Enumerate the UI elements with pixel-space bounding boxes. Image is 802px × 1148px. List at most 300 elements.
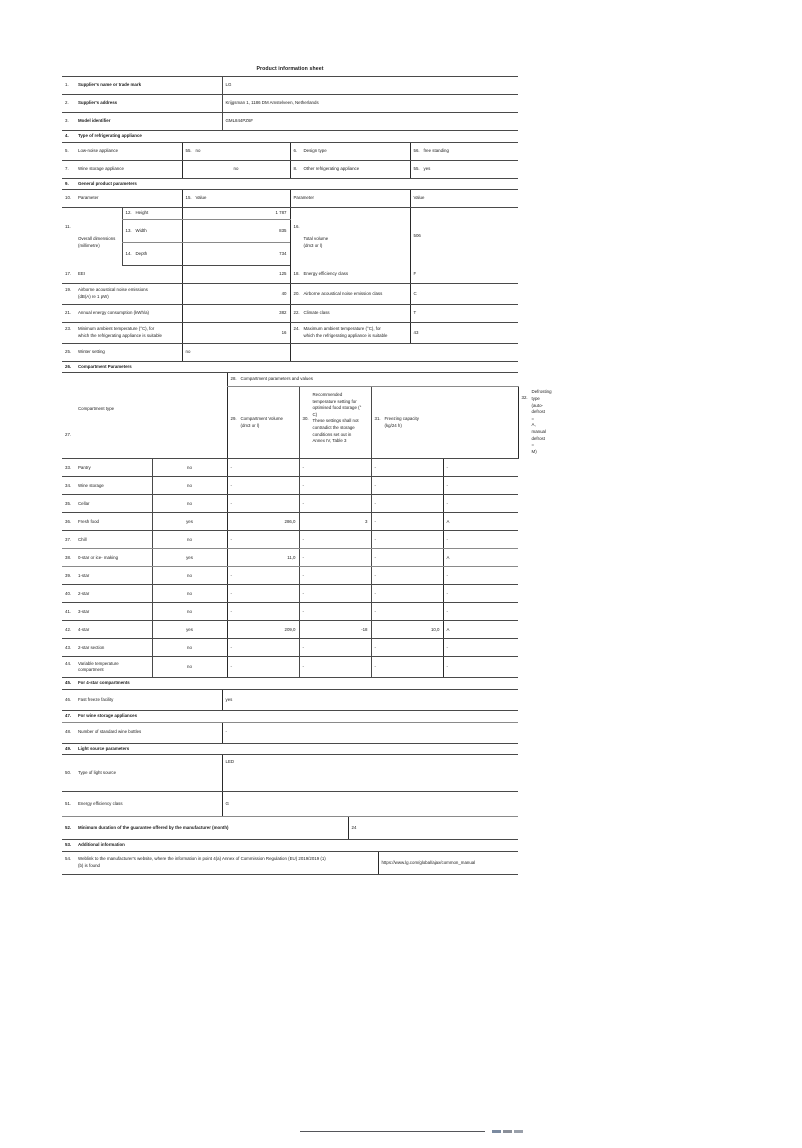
weblink-label	[62, 851, 378, 874]
section-heading-row	[62, 744, 518, 755]
climate-class-value: T	[410, 304, 518, 322]
table-header-row	[62, 373, 518, 387]
row-number: 24.	[293, 326, 300, 332]
compartment-row-freeze-5: -	[371, 549, 443, 567]
compartment-row-volume-5: 11,0	[227, 549, 299, 567]
chrome-fragment-1	[492, 1130, 501, 1133]
section-number: 53.	[65, 842, 72, 848]
compartment-row-present-8: no	[152, 603, 227, 621]
width-label	[122, 219, 182, 242]
value-number: 55.	[413, 165, 420, 171]
row-number: 16.	[293, 223, 300, 229]
row-number: 18.	[293, 270, 300, 276]
winter-setting-label	[62, 343, 182, 361]
row-label: Fast freeze facility	[78, 696, 114, 702]
row-number: 35.	[65, 500, 72, 506]
row-number: 21.	[65, 310, 72, 316]
section-heading-row	[62, 179, 518, 190]
table-row	[62, 495, 518, 513]
compartment-row-freeze-8: -	[371, 603, 443, 621]
general-product-parameters-section	[62, 179, 518, 362]
value-text: yes	[423, 165, 431, 171]
row-number: 7.	[65, 165, 69, 171]
table-row	[62, 755, 518, 792]
temp-header-line1: Recommended	[312, 391, 343, 397]
compartment-row-defrost-5: A	[443, 549, 518, 567]
temp-header-line7: conditions set out in	[312, 431, 352, 437]
compartment-row-defrost-9: A	[443, 621, 518, 639]
noise-emissions-line1: Airborne acoustical noise emissions	[78, 287, 148, 293]
table-row	[62, 851, 518, 874]
compartment-row-temp-4: -	[299, 531, 371, 549]
row-number: 3.	[65, 118, 69, 124]
section-number: 4.	[65, 133, 69, 138]
row-number: 28.	[230, 376, 237, 382]
row-label: Cellar	[78, 500, 90, 506]
compartment-row-temp-5: -	[299, 549, 371, 567]
compartment-row-temp-1: -	[299, 477, 371, 495]
compartment-row-temp-9: -18	[299, 621, 371, 639]
height-label	[122, 208, 182, 220]
temp-header-line3: optimised food storage (°	[312, 405, 362, 411]
compartment-type-header-label: Compartment type	[78, 406, 115, 412]
total-volume-value: 506	[410, 208, 518, 266]
row-number: 51.	[65, 800, 72, 806]
compartment-parameters-section	[62, 362, 552, 679]
row-label: Climate class	[303, 310, 330, 316]
section-title: Additional information	[78, 842, 125, 848]
noise-emission-class-value: C	[410, 283, 518, 304]
window-bottom-edge	[300, 1130, 600, 1134]
compartment-group-header	[227, 373, 518, 387]
compartment-row-temp-2: -	[299, 495, 371, 513]
compartment-row-present-5: yes	[152, 549, 227, 567]
row-label: Winter setting	[78, 349, 105, 355]
light-class-value: G	[222, 792, 518, 817]
wine-storage-appliance-value: no	[182, 160, 290, 178]
compartment-row-freeze-4: -	[371, 531, 443, 549]
row-label: Annual energy consumption (kWh/a)	[78, 310, 150, 316]
total-volume-line1: Total volume	[303, 236, 329, 242]
row-number: 5.	[65, 147, 69, 153]
table-row	[62, 95, 518, 113]
compartment-row-present-2: no	[152, 495, 227, 513]
compartment-row-type-0	[62, 459, 152, 477]
header-value-2: Value	[410, 190, 518, 208]
table-header-row: 27. Compartment type 29. Compartment Volume (dm3 or l) 30. Recommended temperature setting for optimised food storage (° C) These settings shall not contradict the storage conditions set out in Annex IV, Table 3 31. Freezing capacity (kg/24 h) 32. Defrosting type (auto-defrost = A, manual defrost = M)	[62, 386, 518, 459]
annual-energy-value: 382	[182, 304, 290, 322]
supplier-row-value-3: GML844PZ6F	[222, 113, 518, 131]
table-row	[62, 603, 518, 621]
section-title: General product parameters	[78, 180, 137, 186]
wine-storage-appliance-label	[62, 160, 182, 178]
table-row	[62, 621, 518, 639]
row-label: EEI	[78, 271, 86, 277]
compartment-row-present-0: no	[152, 459, 227, 477]
row-number: 34.	[65, 482, 72, 488]
row-label: Energy efficiency class	[78, 800, 123, 806]
guarantee-value: 24	[348, 817, 518, 840]
wine-bottles-value: -	[222, 722, 518, 743]
row-number: 10.	[65, 195, 72, 201]
row-number: 14.	[125, 250, 132, 256]
row-number: 38.	[65, 554, 72, 560]
row-label: 2-star section	[78, 644, 105, 650]
type-of-appliance-section	[62, 131, 518, 179]
winter-setting-empty-1	[290, 343, 410, 361]
min-ambient-label	[62, 322, 182, 343]
compartment-row-defrost-3: A	[443, 513, 518, 531]
row-number: 48.	[65, 729, 72, 735]
compartment-group-empty	[62, 373, 227, 387]
row-number: 20.	[293, 290, 300, 296]
compartment-row-present-10: no	[152, 639, 227, 657]
other-refrigerating-appliance-value	[410, 160, 518, 178]
table-row	[62, 113, 518, 131]
section-heading-row	[62, 131, 518, 142]
compartment-row-freeze-11: -	[371, 657, 443, 678]
compartment-row-freeze-9: 10,0	[371, 621, 443, 639]
temp-header-line8: Annex IV, Table 3	[312, 438, 347, 444]
compartment-row-volume-9: 209,0	[227, 621, 299, 639]
compartment-row-temp-10: -	[299, 639, 371, 657]
min-ambient-line1: Minimum ambient temperature (°C), for	[78, 326, 155, 332]
table-row	[62, 322, 518, 343]
winter-setting-value: no	[182, 343, 290, 361]
min-ambient-line2: which the refrigerating appliance is suitable	[78, 332, 162, 338]
noise-emissions-label	[62, 283, 182, 304]
row-number: 11.	[65, 223, 71, 229]
row-number: 52.	[65, 824, 72, 830]
section-title: For wine storage appliances	[78, 713, 138, 719]
height-value: 1 787	[182, 208, 290, 220]
weblink-label-line1: Weblink to the manufacturer's website, where the information in point 4(a) Annex of Commission Regulation (EU) 2019/2019 (1)	[78, 856, 326, 862]
min-ambient-value: 16	[182, 322, 290, 343]
supplier-row-value-2: Krijgsman 1, 1186 DM Amstelveen, Netherlands	[222, 95, 518, 113]
compartment-row-defrost-8: -	[443, 603, 518, 621]
compartment-row-present-1: no	[152, 477, 227, 495]
section-number: 49.	[65, 745, 72, 751]
compartment-row-type-5	[62, 549, 152, 567]
compartment-row-defrost-1: -	[443, 477, 518, 495]
row-number: 13.	[125, 227, 132, 233]
supplier-row-label-1	[62, 77, 222, 95]
compartment-row-temp-8: -	[299, 603, 371, 621]
row-label: Supplier's address	[78, 100, 118, 106]
row-number: 40.	[65, 590, 72, 596]
freeze-header-line2: (kg/24 h)	[384, 422, 402, 428]
compartment-row-freeze-7: -	[371, 585, 443, 603]
row-label: Chill	[78, 536, 87, 542]
row-label: Energy efficiency class	[303, 270, 349, 276]
compartment-row-freeze-0: -	[371, 459, 443, 477]
total-volume-label	[290, 208, 410, 266]
row-number: 30.	[302, 415, 309, 421]
value-number: 55.	[185, 147, 192, 153]
row-number: 46.	[65, 696, 72, 702]
section-heading-general	[62, 179, 518, 190]
row-number: 29.	[230, 416, 237, 422]
compartment-row-defrost-11: -	[443, 657, 518, 678]
winter-setting-empty-2	[410, 343, 518, 361]
compartment-row-volume-8: -	[227, 603, 299, 621]
compartment-row-volume-7: -	[227, 585, 299, 603]
section-heading-type	[62, 131, 518, 142]
light-class-label	[62, 792, 222, 817]
compartment-row-volume-4: -	[227, 531, 299, 549]
row-label: Number of standard wine bottles	[78, 729, 142, 735]
compartment-row-present-9: yes	[152, 621, 227, 639]
eei-value: 125	[182, 265, 290, 283]
supplier-table	[62, 76, 518, 131]
table-row	[62, 585, 518, 603]
compartment-row-type-1	[62, 477, 152, 495]
row-label: 0-star or ice- making	[78, 554, 119, 560]
table-row	[62, 459, 518, 477]
compartment-row-freeze-2: -	[371, 495, 443, 513]
overall-dimensions-line1: Overall dimensions	[78, 236, 116, 242]
compartment-volume-header	[227, 386, 299, 459]
total-volume-line2: (dm3 or l)	[303, 243, 323, 249]
compartment-row-type-10	[62, 639, 152, 657]
low-noise-appliance-value	[182, 142, 290, 160]
temp-header-line6: contradict the storage	[312, 424, 355, 430]
value-text: free standing	[423, 147, 449, 153]
compartment-row-freeze-10: -	[371, 639, 443, 657]
compartment-row-present-6: no	[152, 567, 227, 585]
supplier-row-label-2	[62, 95, 222, 113]
row-number: 36.	[65, 518, 72, 524]
compartment-type-line2: compartment	[78, 667, 104, 673]
row-number: 44.	[65, 660, 72, 666]
row-label: 3-star	[78, 608, 90, 614]
table-row	[62, 142, 518, 160]
chrome-fragment-2	[503, 1130, 512, 1133]
chrome-fragment-3	[514, 1130, 523, 1133]
row-label: Depth	[135, 250, 148, 256]
compartment-row-type-8	[62, 603, 152, 621]
compartment-row-type-7	[62, 585, 152, 603]
compartment-row-volume-3: 286,0	[227, 513, 299, 531]
row-label: Model identifier	[78, 118, 111, 124]
compartment-row-defrost-0: -	[443, 459, 518, 477]
row-number: 17.	[65, 271, 72, 277]
table-header-row	[62, 190, 518, 208]
fast-freeze-label	[62, 690, 222, 711]
row-label: 2-star	[78, 590, 90, 596]
compartment-row-freeze-3: -	[371, 513, 443, 531]
section-number: 47.	[65, 713, 72, 719]
row-number: 43.	[65, 644, 72, 650]
row-label: Wine storage appliance	[78, 165, 124, 171]
compartment-row-defrost-10: -	[443, 639, 518, 657]
section-heading-four-star	[62, 678, 518, 689]
weblink-label-line2: (b) is found	[78, 862, 100, 868]
volume-header-line1: Compartment Volume	[240, 416, 283, 422]
energy-efficiency-class-value: F	[410, 265, 518, 283]
temp-header-line2: temperature setting for	[312, 398, 357, 404]
wine-storage-section	[62, 711, 518, 744]
row-label: Airborne acoustical noise emission class	[303, 290, 383, 296]
noise-emission-class-label	[290, 283, 410, 304]
row-number: 31.	[374, 416, 381, 422]
row-number: 32.	[521, 395, 528, 401]
overall-dimensions-label	[62, 208, 122, 266]
table-row	[62, 343, 518, 361]
section-heading-additional	[62, 840, 518, 851]
table-row	[62, 722, 518, 743]
compartment-type-line1: Variable temperature	[78, 660, 119, 666]
table-row	[62, 549, 518, 567]
overall-dimensions-line2: (millimetre)	[78, 243, 100, 249]
noise-emissions-line2: (dB(A) re 1 pW)	[78, 293, 109, 299]
compartment-row-type-3	[62, 513, 152, 531]
table-row	[62, 531, 518, 549]
bottom-rule	[300, 1131, 485, 1132]
row-label: Minimum duration of the guarantee offered by the manufacturer (month)	[78, 824, 229, 830]
compartment-row-defrost-2: -	[443, 495, 518, 513]
row-number: 1.	[65, 82, 69, 88]
depth-value: 734	[182, 242, 290, 265]
recommended-temperature-header	[299, 386, 371, 459]
row-label: Pantry	[78, 464, 91, 470]
section-heading-row	[62, 678, 518, 689]
compartment-row-temp-6: -	[299, 567, 371, 585]
compartment-type-header	[62, 386, 227, 459]
max-ambient-value: 43	[410, 322, 518, 343]
section-heading-wine	[62, 711, 518, 722]
row-number: 54.	[65, 856, 72, 862]
compartment-row-type-2	[62, 495, 152, 513]
section-number: 9.	[65, 180, 69, 186]
design-type-value	[410, 142, 518, 160]
row-label: Supplier's name or trade mark	[78, 82, 142, 88]
row-label: 1-star	[78, 572, 90, 578]
header-label: Parameter	[78, 195, 99, 201]
max-ambient-label	[290, 322, 410, 343]
row-number: 6.	[293, 147, 298, 153]
row-number: 39.	[65, 572, 72, 578]
four-star-section	[62, 678, 518, 711]
bottom-chrome-fragments	[492, 1130, 525, 1134]
row-label: 4-star	[78, 626, 90, 632]
row-number: 2.	[65, 100, 69, 106]
row-label: Fresh food	[78, 518, 99, 524]
climate-class-label	[290, 304, 410, 322]
weblink-value[interactable]: https://www.lg.com/global/ajax/common_manual	[378, 851, 518, 874]
compartment-row-volume-10: -	[227, 639, 299, 657]
section-heading-compartment	[62, 362, 518, 373]
value-text: no	[195, 147, 201, 153]
compartment-row-volume-11: -	[227, 657, 299, 678]
compartment-row-present-7: no	[152, 585, 227, 603]
guarantee-label	[62, 817, 348, 840]
table-row	[62, 657, 518, 678]
wine-bottles-label	[62, 722, 222, 743]
header-label: Compartment parameters and values	[240, 376, 313, 382]
annual-energy-label	[62, 304, 182, 322]
supplier-row-value-1: LG	[222, 77, 518, 95]
compartment-row-temp-11: -	[299, 657, 371, 678]
row-number: 37.	[65, 536, 72, 542]
compartment-row-type-9	[62, 621, 152, 639]
fast-freeze-value: yes	[222, 690, 518, 711]
design-type-label	[290, 142, 410, 160]
section-number: 45.	[65, 680, 72, 686]
value-number: 56.	[413, 147, 420, 153]
light-type-value: LED	[222, 755, 518, 792]
row-number: 23.	[65, 326, 72, 332]
table-row	[62, 160, 518, 178]
light-type-label	[62, 755, 222, 792]
noise-emissions-value: 40	[182, 283, 290, 304]
volume-header-line2: (dm3 or l)	[240, 422, 260, 428]
section-heading-row	[62, 840, 518, 851]
table-row	[62, 304, 518, 322]
compartment-row-present-4: no	[152, 531, 227, 549]
row-label: Width	[135, 227, 147, 233]
header-value	[182, 190, 290, 208]
compartment-row-freeze-1: -	[371, 477, 443, 495]
header-parameter-2: Parameter	[290, 190, 410, 208]
max-ambient-line1: Maximum ambient temperature (°C), for	[303, 326, 381, 332]
page-title: Product information sheet	[256, 66, 324, 72]
compartment-row-volume-6: -	[227, 567, 299, 585]
row-number: 19.	[65, 287, 72, 293]
section-title: Type of refrigerating appliance	[78, 133, 142, 138]
row-number: 12.	[125, 210, 132, 216]
supplier-row-label-3	[62, 113, 222, 131]
section-title: Light source parameters	[78, 745, 130, 751]
row-number: 33.	[65, 464, 72, 470]
compartment-row-type-4	[62, 531, 152, 549]
freeze-header-line1: Freezing capacity	[384, 416, 419, 422]
row-number: 25.	[65, 349, 72, 355]
temp-header-line4: C)	[312, 411, 318, 417]
table-row	[62, 208, 518, 220]
width-value: 835	[182, 219, 290, 242]
section-number: 26.	[65, 363, 72, 369]
section-heading-row	[62, 711, 518, 722]
max-ambient-line2: which the refrigerating appliance is suitable	[303, 332, 388, 338]
table-row	[62, 477, 518, 495]
compartment-row-type-6	[62, 567, 152, 585]
table-row	[62, 265, 518, 283]
compartment-row-volume-1: -	[227, 477, 299, 495]
section-title: Compartment Parameters	[78, 363, 132, 369]
compartment-row-temp-3: 3	[299, 513, 371, 531]
compartment-row-defrost-6: -	[443, 567, 518, 585]
table-row	[62, 639, 518, 657]
compartment-row-freeze-6: -	[371, 567, 443, 585]
compartment-row-present-3: yes	[152, 513, 227, 531]
depth-label	[122, 242, 182, 265]
additional-information-section	[62, 840, 518, 875]
row-label: Low-noise appliance	[78, 147, 119, 153]
row-number: 22.	[293, 310, 300, 316]
compartment-row-temp-7: -	[299, 585, 371, 603]
section-heading-light	[62, 744, 518, 755]
light-source-section	[62, 744, 518, 818]
table-row	[62, 792, 518, 817]
compartment-row-defrost-7: -	[443, 585, 518, 603]
section-title: For 4-star compartments	[78, 680, 130, 686]
row-label: Wine storage	[78, 482, 104, 488]
row-number: 42.	[65, 626, 72, 632]
compartment-row-temp-0: -	[299, 459, 371, 477]
other-refrigerating-appliance-label	[290, 160, 410, 178]
section-heading-row	[62, 362, 518, 373]
